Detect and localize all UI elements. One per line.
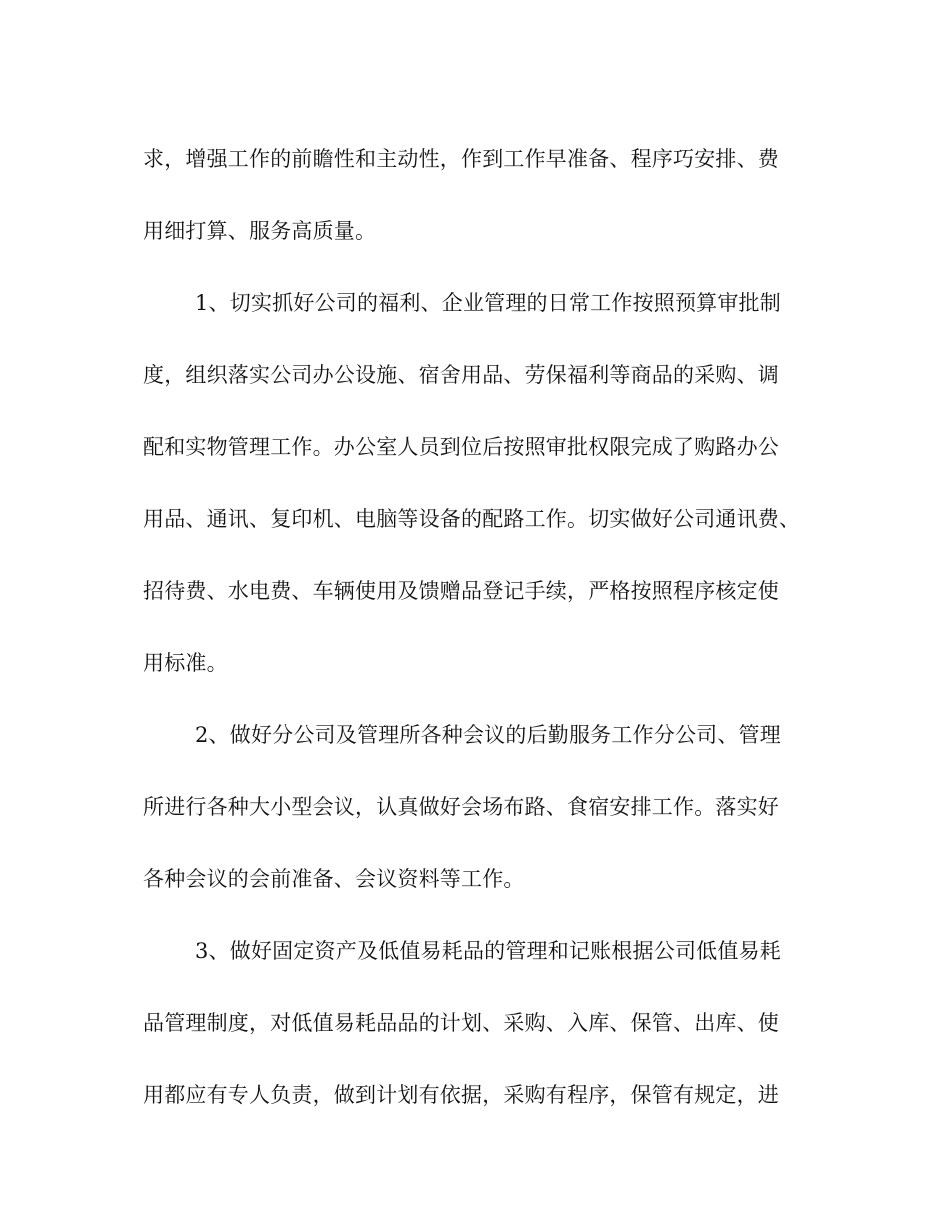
text-line: 所进行各种大小型会议，认真做好会场布路、食宿安排工作。落实好 — [143, 795, 779, 819]
text-line: 用品、通讯、复印机、电脑等设备的配路工作。切实做好公司通讯费、 — [143, 507, 801, 531]
text-line: 配和实物管理工作。办公室人员到位后按照审批权限完成了购路办公 — [143, 435, 779, 459]
text-line: 招待费、水电费、车辆使用及馈赠品登记手续，严格按照程序核定使 — [143, 579, 779, 603]
text-line: 用标准。 — [143, 651, 228, 675]
text-line: 度，组织落实公司办公设施、宿舍用品、劳保福利等商品的采购、调 — [143, 363, 779, 387]
text-line: 用细打算、服务高质量。 — [143, 219, 377, 243]
text-line: 品管理制度，对低值易耗品品的计划、采购、入库、保管、出库、使 — [143, 1011, 779, 1035]
text-line: 求，增强工作的前瞻性和主动性，作到工作早准备、程序巧安排、费 — [143, 147, 779, 171]
text-line: 各种会议的会前准备、会议资料等工作。 — [143, 867, 525, 891]
text-line: 用都应有专人负责，做到计划有依据，采购有程序，保管有规定，进 — [143, 1083, 779, 1107]
body-text — [143, 137, 815, 1145]
paragraph-1-first-line: 1、切实抓好公司的福利、企业管理的日常工作按照预算审批制 — [195, 291, 781, 315]
paragraph-3-first-line: 3、做好固定资产及低值易耗品的管理和记账根据公司低值易耗 — [195, 939, 781, 963]
paragraph-2-first-line: 2、做好分公司及管理所各种会议的后勤服务工作分公司、管理 — [195, 723, 781, 747]
